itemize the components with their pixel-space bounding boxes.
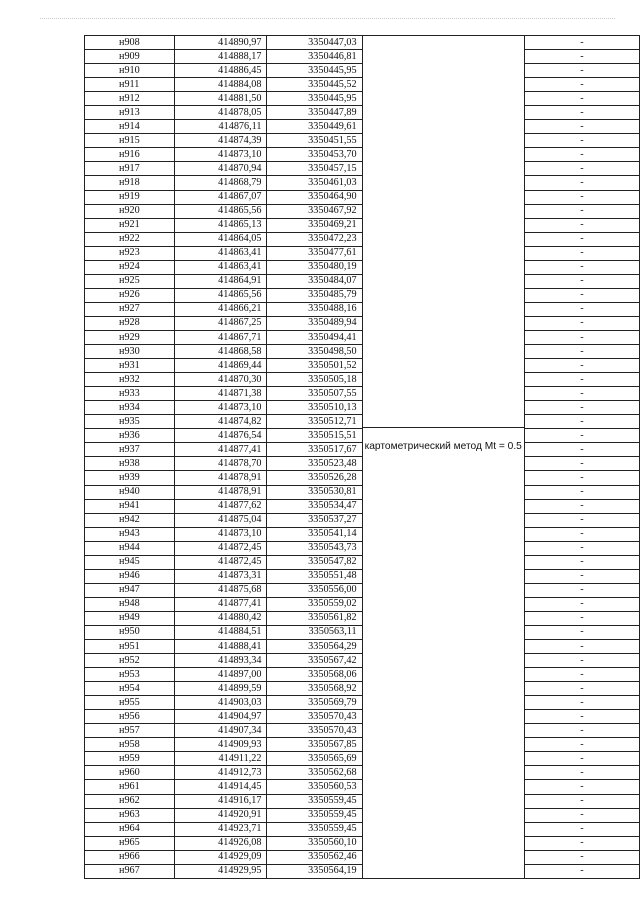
method-description: картометрический метод Mt = 0.5	[364, 440, 522, 452]
x-coordinate-cell: 414929,09	[174, 850, 267, 864]
mark-cell: -	[524, 766, 639, 780]
y-coordinate-cell: 3350507,55	[267, 387, 362, 401]
point-name-cell: н952	[85, 654, 175, 668]
x-coordinate-cell: 414929,95	[174, 864, 267, 878]
y-coordinate-cell: 3350565,69	[267, 752, 362, 766]
mark-cell: -	[524, 92, 639, 106]
point-name-cell: н936	[85, 429, 175, 443]
mark-cell: -	[524, 443, 639, 457]
point-name-cell: н962	[85, 794, 175, 808]
mark-cell: -	[524, 752, 639, 766]
point-name-cell: н951	[85, 640, 175, 654]
point-name-cell: н945	[85, 555, 175, 569]
y-coordinate-cell: 3350515,51	[267, 429, 362, 443]
mark-cell: -	[524, 668, 639, 682]
x-coordinate-cell: 414873,31	[174, 569, 267, 583]
y-coordinate-cell: 3350451,55	[267, 134, 362, 148]
x-coordinate-cell: 414880,42	[174, 611, 267, 625]
mark-cell: -	[524, 583, 639, 597]
x-coordinate-cell: 414890,97	[174, 36, 267, 50]
mark-cell: -	[524, 401, 639, 415]
x-coordinate-cell: 414867,71	[174, 330, 267, 344]
x-coordinate-cell: 414869,44	[174, 359, 267, 373]
mark-cell: -	[524, 134, 639, 148]
y-coordinate-cell: 3350523,48	[267, 457, 362, 471]
mark-cell: -	[524, 415, 639, 429]
y-coordinate-cell: 3350569,79	[267, 696, 362, 710]
y-coordinate-cell: 3350445,52	[267, 78, 362, 92]
y-coordinate-cell: 3350457,15	[267, 162, 362, 176]
y-coordinate-cell: 3350562,68	[267, 766, 362, 780]
mark-cell: -	[524, 471, 639, 485]
point-name-cell: н938	[85, 457, 175, 471]
y-coordinate-cell: 3350543,73	[267, 541, 362, 555]
point-name-cell: н947	[85, 583, 175, 597]
mark-cell: -	[524, 64, 639, 78]
mark-cell: -	[524, 316, 639, 330]
y-coordinate-cell: 3350517,67	[267, 443, 362, 457]
point-name-cell: н965	[85, 836, 175, 850]
point-name-cell: н946	[85, 569, 175, 583]
x-coordinate-cell: 414912,73	[174, 766, 267, 780]
mark-cell: -	[524, 864, 639, 878]
point-name-cell: н957	[85, 724, 175, 738]
point-name-cell: н948	[85, 597, 175, 611]
y-coordinate-cell: 3350568,06	[267, 668, 362, 682]
mark-cell: -	[524, 541, 639, 555]
x-coordinate-cell: 414864,05	[174, 232, 267, 246]
point-name-cell: н949	[85, 611, 175, 625]
x-coordinate-cell: 414886,45	[174, 64, 267, 78]
point-name-cell: н927	[85, 302, 175, 316]
mark-cell: -	[524, 330, 639, 344]
point-name-cell: н925	[85, 274, 175, 288]
mark-cell: -	[524, 611, 639, 625]
mark-cell: -	[524, 682, 639, 696]
y-coordinate-cell: 3350446,81	[267, 50, 362, 64]
y-coordinate-cell: 3350534,47	[267, 499, 362, 513]
mark-cell: -	[524, 822, 639, 836]
mark-cell: -	[524, 345, 639, 359]
x-coordinate-cell: 414897,00	[174, 668, 267, 682]
x-coordinate-cell: 414914,45	[174, 780, 267, 794]
point-name-cell: н967	[85, 864, 175, 878]
point-name-cell: н929	[85, 330, 175, 344]
y-coordinate-cell: 3350498,50	[267, 345, 362, 359]
x-coordinate-cell: 414865,13	[174, 218, 267, 232]
y-coordinate-cell: 3350564,29	[267, 640, 362, 654]
mark-cell: -	[524, 148, 639, 162]
point-name-cell: н955	[85, 696, 175, 710]
point-name-cell: н920	[85, 204, 175, 218]
point-name-cell: н924	[85, 260, 175, 274]
mark-cell: -	[524, 78, 639, 92]
x-coordinate-cell: 414893,34	[174, 654, 267, 668]
x-coordinate-cell: 414873,10	[174, 148, 267, 162]
mark-cell: -	[524, 724, 639, 738]
point-name-cell: н953	[85, 668, 175, 682]
mark-cell: -	[524, 654, 639, 668]
x-coordinate-cell: 414877,62	[174, 499, 267, 513]
y-coordinate-cell: 3350559,45	[267, 808, 362, 822]
point-name-cell: н934	[85, 401, 175, 415]
y-coordinate-cell: 3350560,10	[267, 836, 362, 850]
x-coordinate-cell: 414911,22	[174, 752, 267, 766]
x-coordinate-cell: 414878,91	[174, 485, 267, 499]
y-coordinate-cell: 3350560,53	[267, 780, 362, 794]
point-name-cell: н916	[85, 148, 175, 162]
mark-cell: -	[524, 794, 639, 808]
point-name-cell: н958	[85, 738, 175, 752]
mark-cell: -	[524, 696, 639, 710]
y-coordinate-cell: 3350472,23	[267, 232, 362, 246]
point-name-cell: н964	[85, 822, 175, 836]
point-name-cell: н914	[85, 120, 175, 134]
x-coordinate-cell: 414909,93	[174, 738, 267, 752]
mark-cell: -	[524, 387, 639, 401]
x-coordinate-cell: 414877,41	[174, 443, 267, 457]
x-coordinate-cell: 414874,82	[174, 415, 267, 429]
point-name-cell: н918	[85, 176, 175, 190]
x-coordinate-cell: 414899,59	[174, 682, 267, 696]
y-coordinate-cell: 3350477,61	[267, 246, 362, 260]
mark-cell: -	[524, 457, 639, 471]
y-coordinate-cell: 3350447,89	[267, 106, 362, 120]
x-coordinate-cell: 414873,10	[174, 527, 267, 541]
point-name-cell: н919	[85, 190, 175, 204]
mark-cell: -	[524, 190, 639, 204]
y-coordinate-cell: 3350469,21	[267, 218, 362, 232]
y-coordinate-cell: 3350489,94	[267, 316, 362, 330]
x-coordinate-cell: 414875,04	[174, 513, 267, 527]
y-coordinate-cell: 3350530,81	[267, 485, 362, 499]
table-row	[85, 36, 640, 50]
mark-cell: -	[524, 850, 639, 864]
x-coordinate-cell: 414870,94	[174, 162, 267, 176]
point-name-cell: н939	[85, 471, 175, 485]
y-coordinate-cell: 3350567,42	[267, 654, 362, 668]
y-coordinate-cell: 3350445,95	[267, 64, 362, 78]
x-coordinate-cell: 414871,38	[174, 387, 267, 401]
point-name-cell: н961	[85, 780, 175, 794]
mark-cell: -	[524, 429, 639, 443]
mark-cell: -	[524, 373, 639, 387]
y-coordinate-cell: 3350570,43	[267, 710, 362, 724]
point-name-cell: н959	[85, 752, 175, 766]
x-coordinate-cell: 414863,41	[174, 246, 267, 260]
y-coordinate-cell: 3350488,16	[267, 302, 362, 316]
y-coordinate-cell: 3350467,92	[267, 204, 362, 218]
mark-cell: -	[524, 808, 639, 822]
point-name-cell: н937	[85, 443, 175, 457]
method-cell	[362, 36, 524, 879]
mark-cell: -	[524, 260, 639, 274]
x-coordinate-cell: 414873,10	[174, 401, 267, 415]
x-coordinate-cell: 414865,56	[174, 288, 267, 302]
point-name-cell: н940	[85, 485, 175, 499]
x-coordinate-cell: 414872,45	[174, 541, 267, 555]
mark-cell: -	[524, 232, 639, 246]
point-name-cell: н921	[85, 218, 175, 232]
y-coordinate-cell: 3350562,46	[267, 850, 362, 864]
point-name-cell: н932	[85, 373, 175, 387]
point-name-cell: н928	[85, 316, 175, 330]
point-name-cell: н926	[85, 288, 175, 302]
y-coordinate-cell: 3350547,82	[267, 555, 362, 569]
y-coordinate-cell: 3350567,85	[267, 738, 362, 752]
page-header-strip	[40, 8, 615, 19]
y-coordinate-cell: 3350453,70	[267, 148, 362, 162]
mark-cell: -	[524, 569, 639, 583]
coordinates-table	[84, 35, 640, 879]
x-coordinate-cell: 414876,54	[174, 429, 267, 443]
point-name-cell: н915	[85, 134, 175, 148]
y-coordinate-cell: 3350461,03	[267, 176, 362, 190]
point-name-cell: н922	[85, 232, 175, 246]
x-coordinate-cell: 414868,79	[174, 176, 267, 190]
mark-cell: -	[524, 204, 639, 218]
mark-cell: -	[524, 176, 639, 190]
mark-cell: -	[524, 625, 639, 639]
x-coordinate-cell: 414907,34	[174, 724, 267, 738]
mark-cell: -	[524, 836, 639, 850]
x-coordinate-cell: 414904,97	[174, 710, 267, 724]
point-name-cell: н950	[85, 625, 175, 639]
point-name-cell: н909	[85, 50, 175, 64]
point-name-cell: н912	[85, 92, 175, 106]
x-coordinate-cell: 414926,08	[174, 836, 267, 850]
x-coordinate-cell: 414867,25	[174, 316, 267, 330]
x-coordinate-cell: 414920,91	[174, 808, 267, 822]
x-coordinate-cell: 414875,68	[174, 583, 267, 597]
y-coordinate-cell: 3350449,61	[267, 120, 362, 134]
point-name-cell: н944	[85, 541, 175, 555]
y-coordinate-cell: 3350556,00	[267, 583, 362, 597]
point-name-cell: н913	[85, 106, 175, 120]
coordinates-table-body	[85, 36, 640, 879]
point-name-cell: н960	[85, 766, 175, 780]
mark-cell: -	[524, 120, 639, 134]
y-coordinate-cell: 3350510,13	[267, 401, 362, 415]
point-name-cell: н954	[85, 682, 175, 696]
point-name-cell: н963	[85, 808, 175, 822]
mark-cell: -	[524, 50, 639, 64]
y-coordinate-cell: 3350494,41	[267, 330, 362, 344]
x-coordinate-cell: 414870,30	[174, 373, 267, 387]
x-coordinate-cell: 414877,41	[174, 597, 267, 611]
point-name-cell: н910	[85, 64, 175, 78]
x-coordinate-cell: 414866,21	[174, 302, 267, 316]
x-coordinate-cell: 414884,08	[174, 78, 267, 92]
x-coordinate-cell: 414863,41	[174, 260, 267, 274]
y-coordinate-cell: 3350564,19	[267, 864, 362, 878]
mark-cell: -	[524, 499, 639, 513]
x-coordinate-cell: 414878,70	[174, 457, 267, 471]
mark-cell: -	[524, 640, 639, 654]
point-name-cell: н908	[85, 36, 175, 50]
y-coordinate-cell: 3350570,43	[267, 724, 362, 738]
x-coordinate-cell: 414878,91	[174, 471, 267, 485]
y-coordinate-cell: 3350563,11	[267, 625, 362, 639]
point-name-cell: н923	[85, 246, 175, 260]
x-coordinate-cell: 414923,71	[174, 822, 267, 836]
x-coordinate-cell: 414864,91	[174, 274, 267, 288]
y-coordinate-cell: 3350568,92	[267, 682, 362, 696]
method-cell-divider	[363, 427, 524, 428]
x-coordinate-cell: 414888,41	[174, 640, 267, 654]
point-name-cell: н930	[85, 345, 175, 359]
mark-cell: -	[524, 597, 639, 611]
y-coordinate-cell: 3350559,45	[267, 822, 362, 836]
mark-cell: -	[524, 359, 639, 373]
y-coordinate-cell: 3350541,14	[267, 527, 362, 541]
mark-cell: -	[524, 106, 639, 120]
point-name-cell: н933	[85, 387, 175, 401]
y-coordinate-cell: 3350526,28	[267, 471, 362, 485]
y-coordinate-cell: 3350501,52	[267, 359, 362, 373]
y-coordinate-cell: 3350485,79	[267, 288, 362, 302]
point-name-cell: н943	[85, 527, 175, 541]
mark-cell: -	[524, 738, 639, 752]
mark-cell: -	[524, 527, 639, 541]
y-coordinate-cell: 3350447,03	[267, 36, 362, 50]
mark-cell: -	[524, 780, 639, 794]
y-coordinate-cell: 3350559,45	[267, 794, 362, 808]
point-name-cell: н956	[85, 710, 175, 724]
mark-cell: -	[524, 162, 639, 176]
y-coordinate-cell: 3350561,82	[267, 611, 362, 625]
point-name-cell: н917	[85, 162, 175, 176]
y-coordinate-cell: 3350551,48	[267, 569, 362, 583]
y-coordinate-cell: 3350464,90	[267, 190, 362, 204]
y-coordinate-cell: 3350537,27	[267, 513, 362, 527]
y-coordinate-cell: 3350480,19	[267, 260, 362, 274]
mark-cell: -	[524, 555, 639, 569]
y-coordinate-cell: 3350505,18	[267, 373, 362, 387]
x-coordinate-cell: 414878,05	[174, 106, 267, 120]
point-name-cell: н911	[85, 78, 175, 92]
mark-cell: -	[524, 246, 639, 260]
mark-cell: -	[524, 485, 639, 499]
x-coordinate-cell: 414903,03	[174, 696, 267, 710]
mark-cell: -	[524, 513, 639, 527]
mark-cell: -	[524, 710, 639, 724]
mark-cell: -	[524, 36, 639, 50]
y-coordinate-cell: 3350445,95	[267, 92, 362, 106]
mark-cell: -	[524, 274, 639, 288]
x-coordinate-cell: 414884,51	[174, 625, 267, 639]
x-coordinate-cell: 414888,17	[174, 50, 267, 64]
x-coordinate-cell: 414872,45	[174, 555, 267, 569]
x-coordinate-cell: 414868,58	[174, 345, 267, 359]
point-name-cell: н931	[85, 359, 175, 373]
mark-cell: -	[524, 288, 639, 302]
y-coordinate-cell: 3350484,07	[267, 274, 362, 288]
point-name-cell: н942	[85, 513, 175, 527]
x-coordinate-cell: 414881,50	[174, 92, 267, 106]
x-coordinate-cell: 414867,07	[174, 190, 267, 204]
y-coordinate-cell: 3350512,71	[267, 415, 362, 429]
x-coordinate-cell: 414876,11	[174, 120, 267, 134]
point-name-cell: н935	[85, 415, 175, 429]
point-name-cell: н941	[85, 499, 175, 513]
x-coordinate-cell: 414865,56	[174, 204, 267, 218]
x-coordinate-cell: 414874,39	[174, 134, 267, 148]
x-coordinate-cell: 414916,17	[174, 794, 267, 808]
point-name-cell: н966	[85, 850, 175, 864]
mark-cell: -	[524, 302, 639, 316]
mark-cell: -	[524, 218, 639, 232]
y-coordinate-cell: 3350559,02	[267, 597, 362, 611]
